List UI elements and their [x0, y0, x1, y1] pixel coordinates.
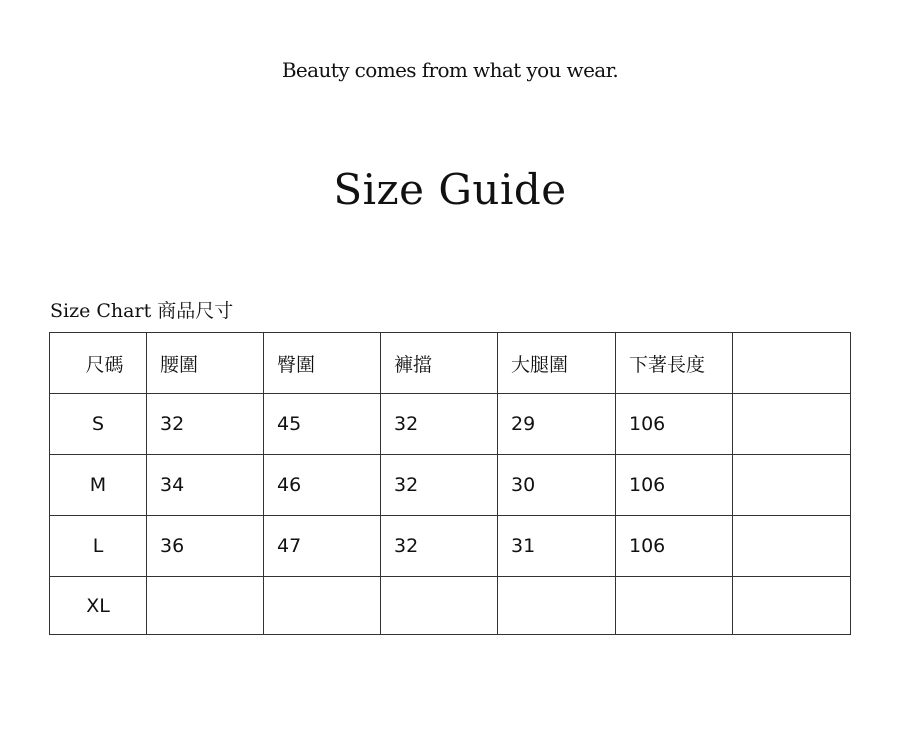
value-cell — [733, 516, 851, 577]
size-cell: XL — [50, 577, 147, 635]
table-row — [50, 516, 851, 577]
header-cell-crotch: 褲擋 — [381, 333, 498, 394]
table-row — [50, 455, 851, 516]
table-row — [50, 577, 851, 635]
value-cell — [616, 577, 733, 635]
header-cell-empty — [733, 333, 851, 394]
value-cell — [733, 577, 851, 635]
tagline: Beauty comes from what you wear. — [281, 58, 619, 82]
page-title: Size Guide — [333, 165, 567, 214]
size-cell: L — [50, 516, 147, 577]
value-cell: 29 — [498, 394, 616, 455]
header-cell-hip: 臀圍 — [264, 333, 381, 394]
value-cell — [381, 577, 498, 635]
value-cell: 34 — [147, 455, 264, 516]
table-row — [50, 394, 851, 455]
value-cell — [733, 455, 851, 516]
value-cell — [147, 577, 264, 635]
value-cell — [498, 577, 616, 635]
value-cell: 106 — [616, 516, 733, 577]
value-cell: 36 — [147, 516, 264, 577]
value-cell: 106 — [616, 394, 733, 455]
value-cell — [264, 577, 381, 635]
header-cell-size: 尺碼 — [50, 333, 147, 394]
size-cell: S — [50, 394, 147, 455]
value-cell: 32 — [147, 394, 264, 455]
value-cell: 45 — [264, 394, 381, 455]
value-cell: 32 — [381, 455, 498, 516]
value-cell: 31 — [498, 516, 616, 577]
header-cell-thigh: 大腿圍 — [498, 333, 616, 394]
header-cell-waist: 腰圍 — [147, 333, 264, 394]
value-cell — [733, 394, 851, 455]
table-header-row — [50, 333, 851, 394]
size-cell: M — [50, 455, 147, 516]
value-cell: 30 — [498, 455, 616, 516]
size-table — [49, 332, 851, 635]
value-cell: 32 — [381, 394, 498, 455]
header-cell-length: 下著長度 — [616, 333, 733, 394]
value-cell: 47 — [264, 516, 381, 577]
value-cell: 106 — [616, 455, 733, 516]
value-cell: 32 — [381, 516, 498, 577]
size-chart-label: Size Chart 商品尺寸 — [50, 300, 234, 322]
value-cell: 46 — [264, 455, 381, 516]
